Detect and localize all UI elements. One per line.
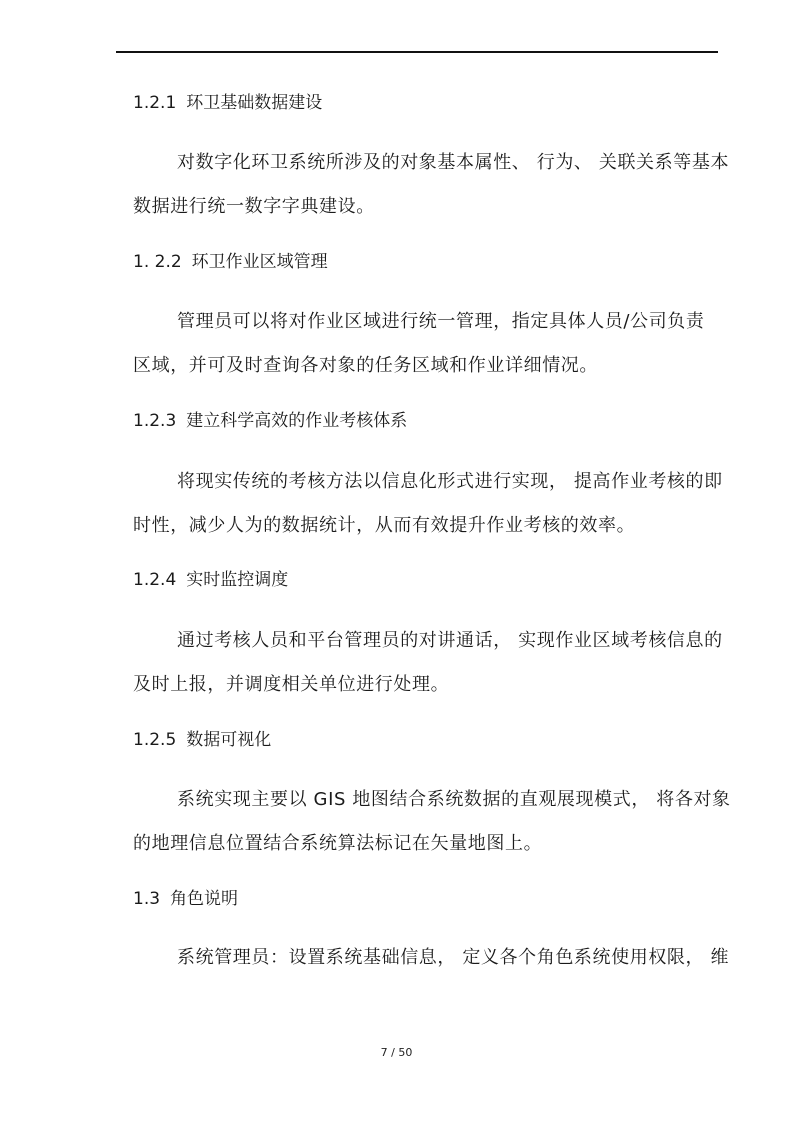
- section-title: 数据可视化: [186, 730, 272, 750]
- section-heading-1-3: [133, 887, 238, 911]
- section-number: 1.3: [133, 889, 161, 909]
- section-title: 环卫作业区域管理: [191, 252, 328, 272]
- section-number: 1.2.3: [133, 411, 177, 431]
- section-number: 1.2.5: [133, 730, 177, 750]
- paragraph-line: 时性，减少人为的数据统计，从而有效提升作业考核的效率。: [133, 515, 636, 536]
- paragraph-line: 的地理信息位置结合系统算法标记在矢量地图上。: [133, 833, 543, 854]
- section-number: 1.2.1: [133, 93, 177, 113]
- paragraph-line: 系统管理员：设置系统基础信息， 定义各个角色系统使用权限， 维: [177, 947, 730, 968]
- paragraph-line: 将现实传统的考核方法以信息化形式进行实现， 提高作业考核的即: [177, 471, 723, 492]
- header-rule: [116, 51, 718, 53]
- paragraph-line: 区域，并可及时查询各对象的任务区域和作业详细情况。: [133, 355, 598, 376]
- section-heading-1-2-3: [133, 409, 407, 433]
- paragraph-line: 对数字化环卫系统所涉及的对象基本属性、 行为、 关联关系等基本: [177, 152, 730, 173]
- section-heading-1-2-5: [133, 728, 271, 752]
- section-title: 建立科学高效的作业考核体系: [186, 411, 408, 431]
- section-heading-1-2-2: [133, 250, 328, 274]
- section-number: 1. 2.2: [133, 252, 182, 272]
- section-title: 角色说明: [170, 889, 239, 909]
- paragraph-line: 系统实现主要以 GIS 地图结合系统数据的直观展现模式， 将各对象: [177, 789, 731, 810]
- section-title: 环卫基础数据建设: [186, 93, 323, 113]
- page-number: 7 / 50: [380, 1046, 413, 1059]
- section-title: 实时监控调度: [186, 570, 289, 590]
- section-heading-1-2-1: [133, 91, 322, 115]
- section-number: 1.2.4: [133, 570, 177, 590]
- paragraph-line: 数据进行统一数字字典建设。: [133, 196, 375, 217]
- paragraph-line: 管理员可以将对作业区域进行统一管理，指定具体人员/公司负责: [177, 311, 705, 332]
- section-heading-1-2-4: [133, 568, 288, 592]
- paragraph-line: 及时上报，并调度相关单位进行处理。: [133, 674, 450, 695]
- paragraph-line: 通过考核人员和平台管理员的对讲通话， 实现作业区域考核信息的: [177, 630, 723, 651]
